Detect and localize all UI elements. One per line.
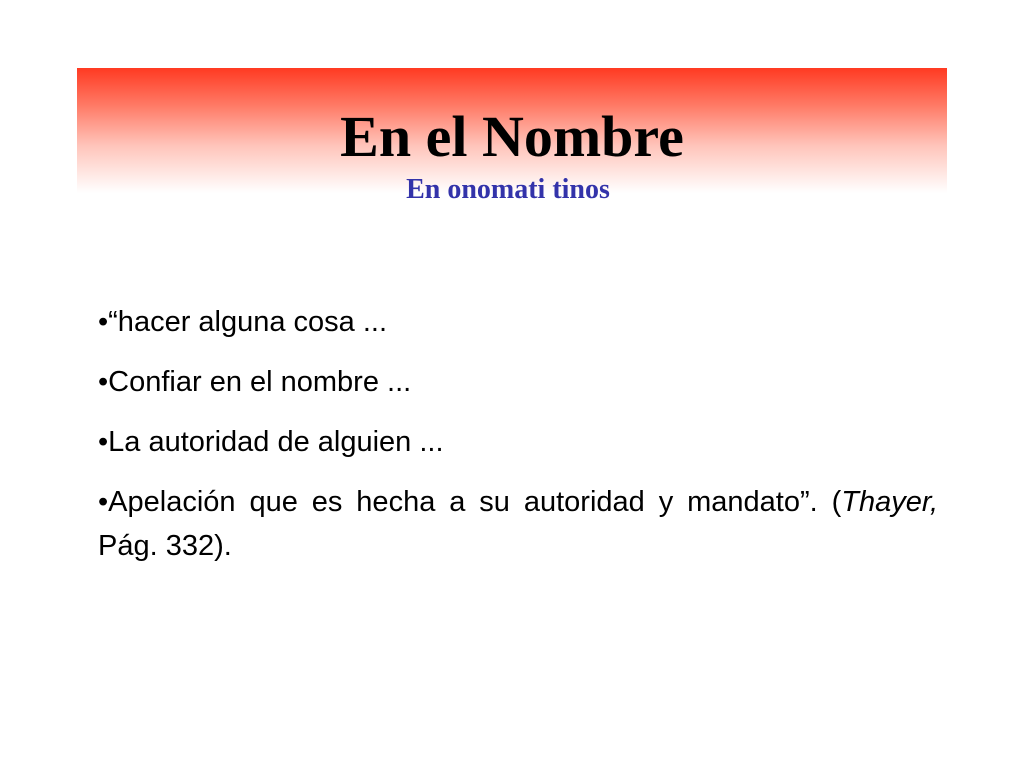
bullet-item: •Confiar en el nombre ... <box>98 366 412 398</box>
bullet-item: •La autoridad de alguien ... <box>98 426 444 458</box>
slide-subtitle: En onomati tinos <box>406 174 610 205</box>
bullet-list <box>98 300 938 584</box>
slide-title: En el Nombre <box>340 104 684 169</box>
bullet-item-citation <box>98 480 938 568</box>
bullet-citation-text: •Apelación que es hecha a su autoridad y mandato”. ( <box>98 486 842 518</box>
citation-page: Pág. 332). <box>98 530 232 562</box>
citation-author: Thayer, <box>841 486 938 518</box>
bullet-item: •“hacer alguna cosa ... <box>98 306 388 338</box>
